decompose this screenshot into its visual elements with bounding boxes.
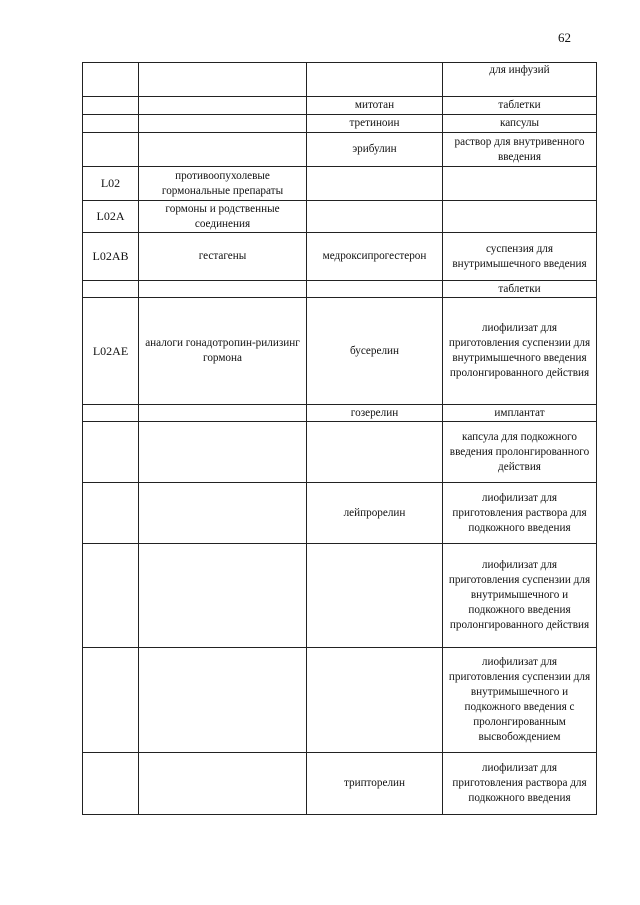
dosage-form-cell: капсула для подкожного введения пролонгированного действия: [443, 422, 597, 483]
drug-name-cell: [307, 544, 443, 648]
atc-code-cell: L02AE: [83, 298, 139, 405]
drug-name-cell: митотан: [307, 97, 443, 115]
group-cell: [139, 405, 307, 422]
atc-code-cell: [83, 63, 139, 97]
table-row: [83, 281, 597, 298]
drug-name-cell: медроксипрогестерон: [307, 233, 443, 281]
dosage-form-cell: раствор для внутривенного введения: [443, 133, 597, 167]
group-cell: противоопухолевые гормональные препараты: [139, 167, 307, 201]
group-cell: гормоны и родственные соединения: [139, 201, 307, 233]
dosage-form-cell: имплантат: [443, 405, 597, 422]
table-row: [83, 233, 597, 281]
group-cell: [139, 97, 307, 115]
dosage-form-cell: для инфузий: [443, 63, 597, 97]
table-row: [83, 298, 597, 405]
drug-name-cell: гозерелин: [307, 405, 443, 422]
table-row: [83, 544, 597, 648]
drug-name-cell: третиноин: [307, 115, 443, 133]
dosage-form-cell: лиофилизат для приготовления суспензии для внутримышечного и подкожного введения с пролонгированным высвобождением: [443, 648, 597, 753]
table-row: [83, 483, 597, 544]
drug-name-cell: эрибулин: [307, 133, 443, 167]
group-cell: [139, 483, 307, 544]
table-row: [83, 167, 597, 201]
table-row: [83, 63, 597, 97]
group-cell: [139, 422, 307, 483]
drug-name-cell: трипторелин: [307, 753, 443, 815]
table-row: [83, 422, 597, 483]
drug-name-cell: [307, 167, 443, 201]
atc-code-cell: [83, 648, 139, 753]
drug-name-cell: [307, 201, 443, 233]
drug-name-cell: [307, 281, 443, 298]
group-cell: [139, 133, 307, 167]
atc-code-cell: [83, 422, 139, 483]
table-row: [83, 115, 597, 133]
atc-code-cell: [83, 483, 139, 544]
table-row: [83, 648, 597, 753]
atc-code-cell: [83, 133, 139, 167]
drug-name-cell: бусерелин: [307, 298, 443, 405]
group-cell: [139, 115, 307, 133]
dosage-form-cell: [443, 167, 597, 201]
atc-code-cell: L02: [83, 167, 139, 201]
atc-code-cell: [83, 753, 139, 815]
dosage-form-cell: лиофилизат для приготовления суспензии для внутримышечного введения пролонгированного действия: [443, 298, 597, 405]
drug-name-cell: [307, 63, 443, 97]
atc-code-cell: L02A: [83, 201, 139, 233]
dosage-form-cell: таблетки: [443, 97, 597, 115]
group-cell: аналоги гонадотропин-рилизинг гормона: [139, 298, 307, 405]
group-cell: [139, 648, 307, 753]
table-row: [83, 97, 597, 115]
table-row: [83, 201, 597, 233]
group-cell: [139, 63, 307, 97]
group-cell: гестагены: [139, 233, 307, 281]
group-cell: [139, 281, 307, 298]
dosage-form-cell: [443, 201, 597, 233]
drug-name-cell: [307, 648, 443, 753]
drug-name-cell: лейпрорелин: [307, 483, 443, 544]
drug-table: [82, 62, 597, 815]
dosage-form-cell: лиофилизат для приготовления раствора для подкожного введения: [443, 483, 597, 544]
atc-code-cell: L02AB: [83, 233, 139, 281]
table-row: [83, 405, 597, 422]
dosage-form-cell: суспензия для внутримышечного введения: [443, 233, 597, 281]
dosage-form-cell: лиофилизат для приготовления раствора для подкожного введения: [443, 753, 597, 815]
table-row: [83, 133, 597, 167]
group-cell: [139, 544, 307, 648]
dosage-form-cell: капсулы: [443, 115, 597, 133]
page-number: 62: [558, 30, 571, 45]
atc-code-cell: [83, 405, 139, 422]
group-cell: [139, 753, 307, 815]
atc-code-cell: [83, 281, 139, 298]
atc-code-cell: [83, 544, 139, 648]
dosage-form-cell: лиофилизат для приготовления суспензии для внутримышечного и подкожного введения пролонгированного действия: [443, 544, 597, 648]
atc-code-cell: [83, 97, 139, 115]
dosage-form-cell: таблетки: [443, 281, 597, 298]
atc-code-cell: [83, 115, 139, 133]
table-row: [83, 753, 597, 815]
drug-name-cell: [307, 422, 443, 483]
